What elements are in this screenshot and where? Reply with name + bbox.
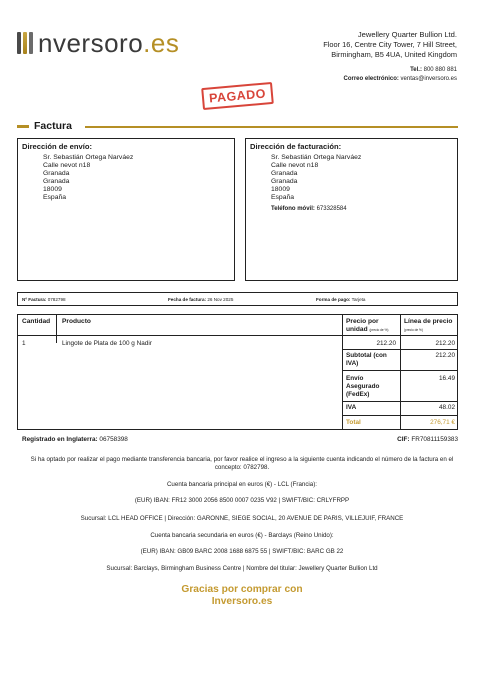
row-product: Lingote de Plata de 100 g Nadir — [62, 340, 152, 347]
shipping-line: Sr. Sebastián Ortega Narváez — [43, 154, 134, 161]
invoice-title-row — [17, 120, 458, 134]
title-divider — [85, 126, 458, 128]
registration-label: Registrado en Inglaterra: — [22, 436, 98, 443]
billing-line: 18009 — [271, 186, 290, 193]
iva-value: 48.02 — [439, 404, 455, 411]
billing-line: Calle nevot n18 — [271, 162, 319, 169]
email-label: Correo electrónico: — [343, 76, 399, 82]
shipping-line: Calle nevot n18 — [43, 162, 91, 169]
shipping-cost-value: 16.49 — [439, 375, 455, 382]
paid-stamp: PAGADO — [201, 82, 274, 110]
shipping-line: España — [43, 194, 67, 201]
payment-intro: Si ha optado por realizar el pago mediante transferencia bancaria, por favor realice el ingreso a la siguiente cuenta indicando el número de la factura en el concepto: 0782798. — [30, 456, 454, 471]
primary-account-title: Cuenta bancaria principal en euros (€) - LCL (Francia): — [166, 481, 318, 488]
logo-word: nversoro — [38, 28, 144, 58]
tel-value: 800 880 881 — [423, 67, 457, 73]
company-name: Jewellery Quarter Bullion Ltd. — [357, 30, 457, 39]
phone-value: 673328584 — [316, 206, 347, 212]
shipping-line: Granada — [43, 178, 70, 185]
thanks-line-2: Inversoro.es — [211, 596, 273, 607]
shipping-line: 18009 — [43, 186, 62, 193]
subtotal-value: 212.20 — [435, 352, 455, 359]
total-value: 276,71 € — [430, 419, 455, 426]
secondary-account-iban: (EUR) IBAN: GB09 BARC 2008 1688 6875 55 | SWIFT/BIC: BARC GB 22 — [140, 548, 344, 555]
email-value: ventas@inversoro.es — [400, 76, 457, 82]
row-line-price: 212.20 — [435, 340, 455, 347]
company-logo — [17, 30, 179, 56]
billing-line: España — [271, 194, 295, 201]
billing-line: Granada — [271, 170, 298, 177]
cif — [397, 436, 458, 443]
payment-method-label: Forma de pago: — [316, 297, 351, 302]
tel-label: Tel.: — [410, 67, 422, 73]
subtotal-label: Subtotal (con IVA) — [346, 352, 387, 367]
secondary-account-title: Cuenta bancaria secundaria en euros (€) - Barclays (Reino Unido): — [150, 532, 334, 539]
phone-label: Teléfono móvil: — [271, 206, 315, 212]
primary-account-iban: (EUR) IBAN: FR12 3000 2056 8500 0007 0235 V92 | SWIFT/BIC: CRLYFRPP — [134, 497, 350, 504]
shipping-address-box — [17, 138, 235, 281]
title-accent-mark — [17, 125, 29, 128]
invoice-title: Factura — [34, 120, 72, 132]
col-product-header: Producto — [62, 318, 91, 325]
iva-label: IVA — [346, 404, 357, 411]
col-quantity-header: Cantidad — [22, 318, 51, 325]
billing-address-box — [245, 138, 458, 281]
shipping-cost-label: Envío Asegurado (FedEx) — [346, 375, 380, 398]
thanks-line-1: Gracias por comprar con — [181, 584, 303, 595]
payment-method: Tarjeta — [351, 297, 366, 302]
col-unit-price-header: Precio por unidad (precio de %) — [346, 318, 389, 333]
billing-line: Sr. Sebastián Ortega Narváez — [271, 154, 362, 161]
shipping-line: Granada — [43, 170, 70, 177]
items-table — [17, 314, 458, 430]
invoice-number-label: Nº Factura: — [22, 297, 47, 302]
billing-line: Granada — [271, 178, 298, 185]
row-quantity: 1 — [22, 340, 26, 347]
cif-value: FR70811159383 — [411, 436, 458, 443]
cif-label: CIF: — [397, 436, 410, 443]
thank-you-message — [0, 584, 484, 608]
invoice-date-label: Fecha de factura: — [168, 297, 207, 302]
company-address-2: Birmingham, B5 4UA, United Kingdom — [331, 50, 457, 59]
invoice-meta-row — [17, 292, 458, 306]
company-address-1: Floor 16, Centre City Tower, 7 Hill Street, — [323, 40, 457, 49]
total-label: Total — [346, 419, 361, 426]
invoice-date: 26 Nov 2025 — [207, 297, 234, 302]
billing-heading: Dirección de facturación: — [250, 142, 342, 151]
company-info — [323, 30, 457, 84]
row-unit-price: 212.20 — [376, 340, 396, 347]
primary-account-branch: Sucursal: LCL HEAD OFFICE | Dirección: GARONNE, SIEGE SOCIAL, 20 AVENUE DE PARIS, VILLEJUIF, FRANCE — [80, 515, 404, 522]
logo-bars-icon — [17, 32, 33, 54]
secondary-account-branch: Sucursal: Barclays, Birmingham Business Centre | Nombre del titular: Jewellery Quarter Bullion Ltd — [106, 565, 378, 572]
registration-value: 06758398 — [99, 436, 128, 443]
col-line-price-header: Línea de precio (precio de %) — [404, 318, 453, 332]
registration — [22, 436, 128, 443]
logo-suffix: .es — [143, 28, 180, 58]
invoice-number: 0782798 — [47, 297, 66, 302]
shipping-heading: Dirección de envío: — [22, 142, 93, 151]
